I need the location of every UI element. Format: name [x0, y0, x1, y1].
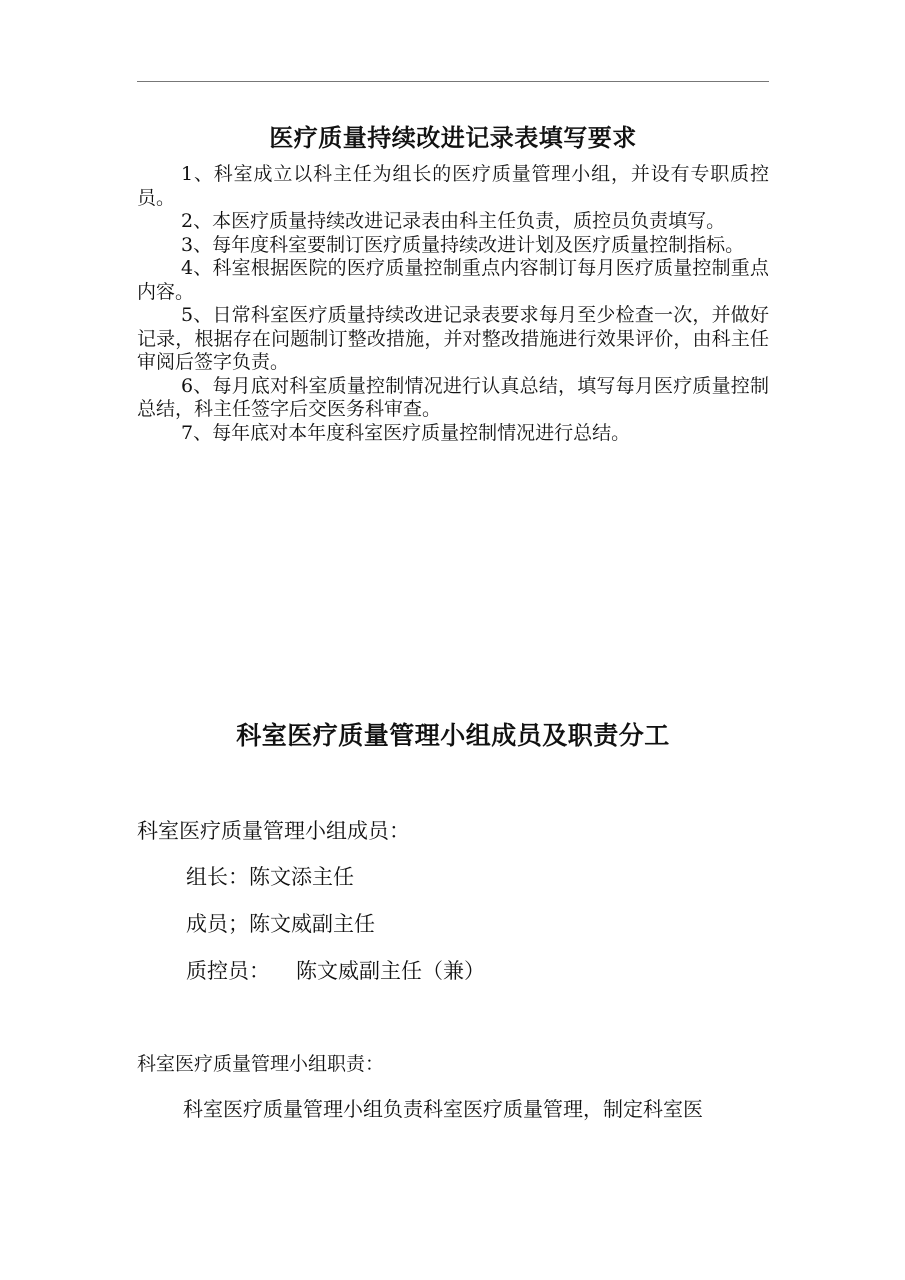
header-rule — [137, 81, 769, 82]
requirement-item: 6、每月底对科室质量控制情况进行认真总结，填写每月医疗质量控制总结，科主任签字后交医务科审查。 — [137, 374, 769, 420]
duties-heading: 科室医疗质量管理小组职责： — [137, 1053, 385, 1075]
quality-controller-label: 质控员： — [186, 959, 270, 983]
quality-controller-name: 陈文威副主任（兼） — [296, 959, 485, 983]
quality-controller — [186, 956, 485, 986]
requirement-item: 1、科室成立以科主任为组长的医疗质量管理小组，并设有专职质控员。 — [137, 163, 769, 209]
requirement-item: 2、本医疗质量持续改进记录表由科主任负责，质控员负责填写。 — [181, 210, 726, 232]
members-heading: 科室医疗质量管理小组成员： — [137, 819, 410, 843]
requirement-item: 3、每年度科室要制订医疗质量持续改进计划及医疗质量控制指标。 — [181, 233, 745, 256]
requirements-list — [137, 163, 769, 445]
duties-text: 科室医疗质量管理小组负责科室医疗质量管理，制定科室医 — [183, 1097, 703, 1121]
team-member: 成员；陈文威副主任 — [186, 912, 375, 936]
requirement-item: 5、日常科室医疗质量持续改进记录表要求每月至少检查一次，并做好记录，根据存在问题制订整改措施，并对整改措施进行效果评价，由科主任审阅后签字负责。 — [137, 304, 769, 373]
requirement-item: 7、每年底对本年度科室医疗质量控制情况进行总结。 — [181, 421, 631, 444]
requirement-item: 4、科室根据医院的医疗质量控制重点内容制订每月医疗质量控制重点内容。 — [137, 257, 769, 303]
team-leader: 组长：陈文添主任 — [186, 865, 354, 889]
requirements-title: 医疗质量持续改进记录表填写要求 — [269, 124, 637, 152]
team-title: 科室医疗质量管理小组成员及职责分工 — [236, 721, 670, 750]
